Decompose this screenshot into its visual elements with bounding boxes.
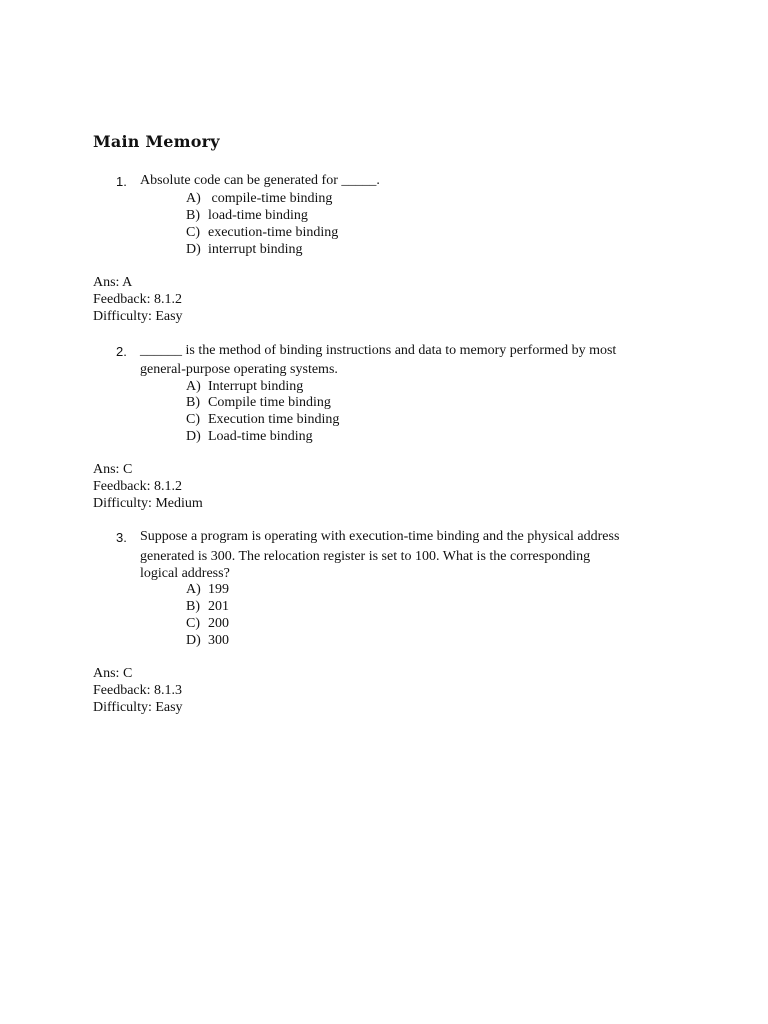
- option-letter: A): [186, 191, 201, 206]
- question-text-line-3: logical address?: [140, 566, 230, 581]
- option-c: [186, 412, 339, 428]
- page-title: Main Memory: [93, 132, 220, 151]
- answer-line: Ans: C: [93, 666, 133, 681]
- question-number: 2.: [116, 344, 127, 359]
- question-text-line-1: ______ is the method of binding instructions and data to memory performed by most: [140, 343, 617, 358]
- option-text: 200: [208, 616, 229, 631]
- feedback-line: Feedback: 8.1.2: [93, 292, 183, 307]
- answer-line: Ans: A: [93, 275, 133, 290]
- option-letter: C): [186, 412, 200, 427]
- option-a: [186, 582, 229, 598]
- option-b: [186, 395, 331, 411]
- option-text: Compile time binding: [208, 395, 331, 410]
- question-text-line-1: Suppose a program is operating with execution-time binding and the physical address: [140, 529, 620, 544]
- question-number: 3.: [116, 530, 127, 545]
- option-letter: B): [186, 395, 200, 410]
- option-text: 199: [208, 582, 229, 597]
- option-text: 300: [208, 633, 229, 648]
- option-letter: A): [186, 582, 201, 597]
- option-text: interrupt binding: [208, 242, 303, 257]
- option-letter: B): [186, 208, 200, 223]
- question-text-line-2: generated is 300. The relocation register is set to 100. What is the corresponding: [140, 549, 591, 564]
- option-text: compile-time binding: [208, 191, 333, 206]
- feedback-line: Feedback: 8.1.2: [93, 479, 183, 494]
- difficulty-line: Difficulty: Medium: [93, 496, 203, 511]
- difficulty-line: Difficulty: Easy: [93, 700, 183, 715]
- option-text: load-time binding: [208, 208, 308, 223]
- option-text: execution-time binding: [208, 225, 339, 240]
- difficulty-line: Difficulty: Easy: [93, 309, 183, 324]
- question-number: 1.: [116, 174, 127, 189]
- option-b: [186, 599, 229, 615]
- question-text: Absolute code can be generated for _____.: [140, 173, 380, 188]
- answer-line: Ans: C: [93, 462, 133, 477]
- option-letter: D): [186, 633, 201, 648]
- option-a: [186, 379, 303, 395]
- option-d: [186, 429, 313, 445]
- option-text: Execution time binding: [208, 412, 340, 427]
- option-letter: B): [186, 599, 200, 614]
- option-d: [186, 633, 229, 649]
- option-text: Interrupt binding: [208, 379, 304, 394]
- option-b: [186, 208, 308, 224]
- option-d: [186, 242, 303, 258]
- feedback-line: Feedback: 8.1.3: [93, 683, 183, 698]
- option-c: [186, 616, 229, 632]
- option-text: 201: [208, 599, 229, 614]
- option-letter: D): [186, 429, 201, 444]
- option-letter: C): [186, 616, 200, 631]
- option-text: Load-time binding: [208, 429, 313, 444]
- option-letter: D): [186, 242, 201, 257]
- option-letter: C): [186, 225, 200, 240]
- option-letter: A): [186, 379, 201, 394]
- option-a: [186, 191, 332, 207]
- question-text-line-2: general-purpose operating systems.: [140, 362, 338, 377]
- option-c: [186, 225, 338, 241]
